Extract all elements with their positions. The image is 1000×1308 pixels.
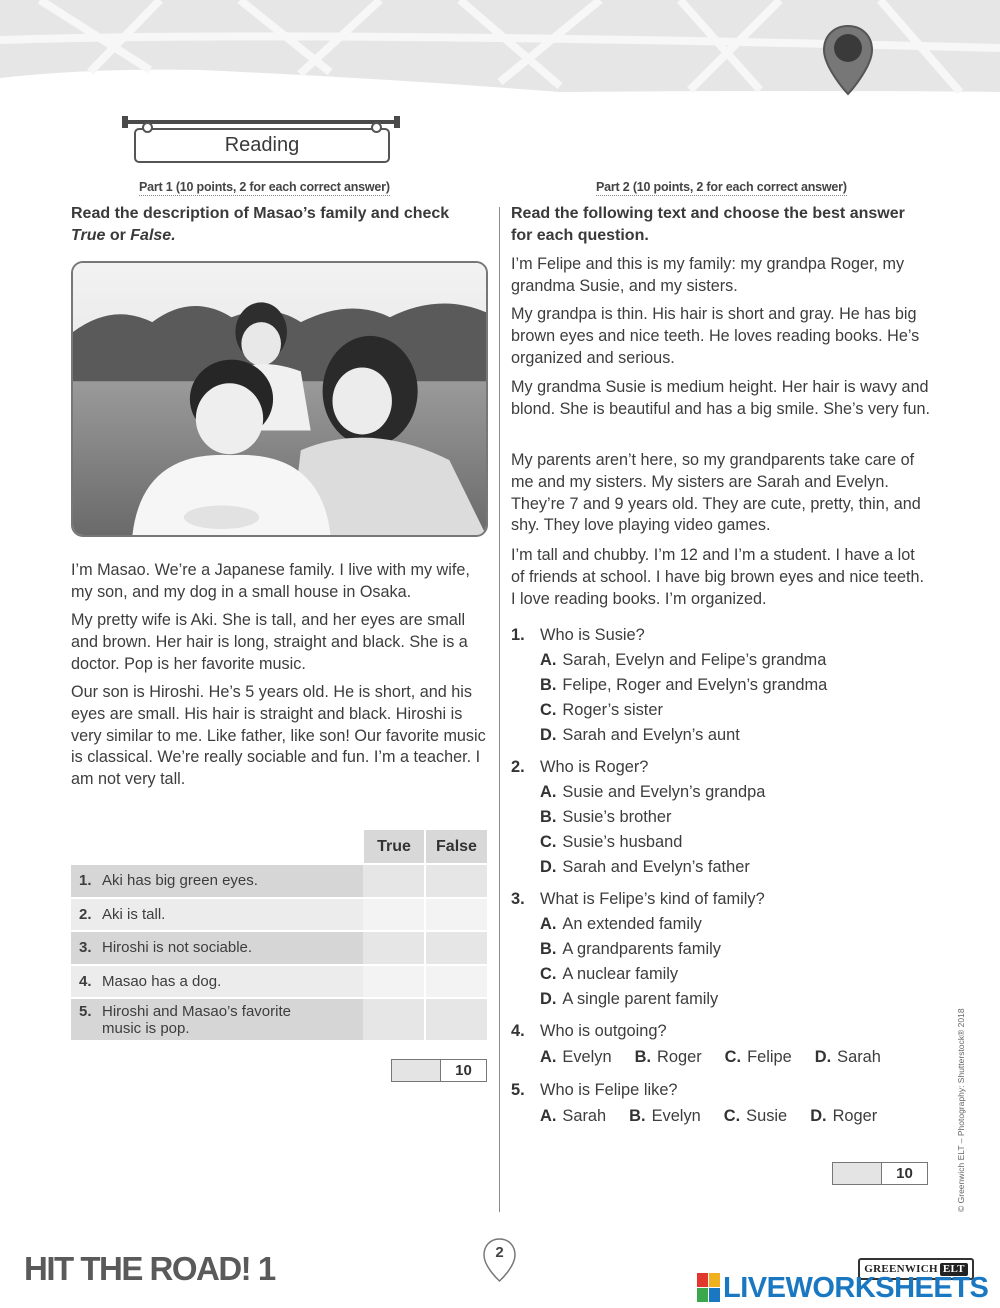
part2-paragraph-2: My grandpa is thin. His hair is short and gray. He has big brown eyes and nice teeth. He loves reading books. He’s organized and serious. [511, 305, 920, 367]
answer-option[interactable]: C. Felipe [724, 1048, 792, 1066]
page-number: 2 [495, 1244, 504, 1261]
question-text: What is Felipe’s kind of family? [540, 890, 765, 908]
column-divider [499, 207, 500, 1212]
part2-paragraph-4: My parents aren’t here, so my grandparents take care of me and my sisters. My sisters are Sarah and Evelyn. They’re 7 and 9 years old. They are cute, pretty, thin, and shy. They love playing video games. [511, 451, 921, 535]
question-text: Who is outgoing? [540, 1022, 667, 1040]
answer-option[interactable]: B. Evelyn [629, 1107, 701, 1125]
true-check-cell[interactable] [363, 864, 425, 898]
answer-option[interactable]: D. Roger [810, 1107, 878, 1125]
part2-paragraph-1: I’m Felipe and this is my family: my grandpa Roger, my grandma Susie, and my sisters. [511, 255, 905, 295]
question-1: 1. Who is Susie? A. Sarah, Evelyn and Felipe’s grandma B. Felipe, Roger and Evelyn’s grandma C. Roger’s sister D. Sarah and Evelyn’s aunt [511, 623, 931, 748]
false-check-cell[interactable] [425, 864, 487, 898]
statement-text: Hiroshi is not sociable. [102, 939, 253, 957]
answer-option[interactable]: A. Sarah, Evelyn and Felipe’s grandma [540, 651, 827, 669]
answer-option[interactable]: A. Susie and Evelyn’s grandpa [540, 783, 766, 801]
true-false-table [71, 830, 487, 1040]
table-row: 2. Aki is tall. [71, 898, 487, 932]
part1-paragraph-3: Our son is Hiroshi. He’s 5 years old. He is short, and his eyes are small. His hair is straight and black. Hiroshi is very similar to me. Like father, like son! Our favorite music is classical. We’re really sociable and fun. I’m a teacher. I am not very tall. [71, 683, 486, 789]
question-4: 4. Who is outgoing? A. Evelyn B. Roger C. Felipe D. Sarah [511, 1019, 931, 1071]
reading-title: Reading [134, 128, 390, 163]
part1-score-box[interactable] [391, 1059, 487, 1082]
answer-option[interactable]: C. Susie’s husband [540, 833, 683, 851]
question-text: Who is Roger? [540, 758, 649, 776]
answer-option[interactable]: B. Susie’s brother [540, 808, 672, 826]
false-word: False. [130, 227, 176, 244]
statement-text: Hiroshi and Masao’s favorite music is pop. [102, 1002, 291, 1037]
answer-option[interactable]: D. A single parent family [540, 990, 719, 1008]
table-row: 4. Masao has a dog. [71, 965, 487, 999]
false-check-cell[interactable] [425, 898, 487, 932]
book-title: HIT THE ROAD! 1 [24, 1250, 275, 1287]
true-check-cell[interactable] [363, 998, 425, 1040]
answer-option[interactable]: D. Sarah and Evelyn’s father [540, 858, 750, 876]
answer-option[interactable]: A. An extended family [540, 915, 702, 933]
part1-paragraph-2: My pretty wife is Aki. She is tall, and her eyes are small and brown. Her hair is long, straight and black. She is a doctor. Pop is her favorite music. [71, 611, 468, 673]
family-photo [71, 261, 488, 537]
question-list [511, 623, 931, 1137]
part2-score-total: 10 [881, 1163, 927, 1184]
liveworksheets-wordmark: LIVEWORKSHEETS [723, 1271, 989, 1304]
location-pin-icon [822, 24, 874, 96]
answer-option[interactable]: C. A nuclear family [540, 965, 679, 983]
part1-score-total: 10 [440, 1060, 486, 1081]
answer-option[interactable]: D. Sarah and Evelyn’s aunt [540, 726, 740, 744]
answer-option[interactable]: B. Roger [634, 1048, 702, 1066]
column-false-header: False [425, 830, 487, 864]
part2-score-box[interactable] [832, 1162, 928, 1185]
question-2: 2. Who is Roger? A. Susie and Evelyn’s grandpa B. Susie’s brother C. Susie’s husband D. Sarah and Evelyn’s father [511, 755, 931, 880]
question-text: Who is Felipe like? [540, 1081, 678, 1099]
table-row: 5. Hiroshi and Masao’s favorite music is pop. [71, 998, 487, 1040]
answer-option[interactable]: A. Evelyn [540, 1048, 612, 1066]
statement-text: Aki is tall. [102, 905, 166, 923]
liveworksheets-logo-icon [697, 1273, 721, 1303]
reading-section-banner [122, 114, 400, 166]
table-row: 3. Hiroshi is not sociable. [71, 931, 487, 965]
part1-paragraph-1: I’m Masao. We’re a Japanese family. I live with my wife, my son, and my dog in a small house in Osaka. [71, 561, 470, 601]
part2-instruction: Read the following text and choose the best answer for each question. [511, 205, 905, 244]
question-5: 5. Who is Felipe like? A. Sarah B. Evelyn C. Susie D. Roger [511, 1078, 931, 1130]
part1-heading: Part 1 (10 points, 2 for each correct answer) [139, 180, 390, 194]
true-check-cell[interactable] [363, 965, 425, 999]
statement-text: Aki has big green eyes. [102, 872, 258, 890]
photo-credit: © Greenwich ELT – Photography: Shutterstock® 2018 [956, 1008, 966, 1212]
true-word: True [71, 227, 106, 244]
true-check-cell[interactable] [363, 931, 425, 965]
statement-text: Masao has a dog. [102, 972, 222, 990]
false-check-cell[interactable] [425, 931, 487, 965]
liveworksheets-watermark [697, 1270, 988, 1306]
part1-instruction [71, 203, 491, 247]
false-check-cell[interactable] [425, 998, 487, 1040]
answer-option[interactable]: C. Susie [723, 1107, 788, 1125]
answer-option[interactable]: B. A grandparents family [540, 940, 721, 958]
part1-instruction-text: Read the description of Masao’s family and check [71, 205, 450, 222]
true-check-cell[interactable] [363, 898, 425, 932]
answer-option[interactable]: A. Sarah [540, 1107, 607, 1125]
part2-paragraph-5: I’m tall and chubby. I’m 12 and I’m a student. I have a lot of friends at school. I have big brown eyes and nice teeth. I love reading books. I’m organized. [511, 546, 925, 608]
part2-paragraph-3: My grandma Susie is medium height. Her hair is wavy and blond. She is beautiful and has a big smile. She’s very fun. [511, 378, 931, 418]
column-true-header: True [363, 830, 425, 864]
table-row: 1. Aki has big green eyes. [71, 864, 487, 898]
question-3: 3. What is Felipe’s kind of family? A. An extended family B. A grandparents family C. A nuclear family D. A single parent family [511, 887, 931, 1012]
publisher-logo: GREENWICH ELT [858, 1258, 974, 1280]
answer-option[interactable]: C. Roger’s sister [540, 701, 663, 719]
false-check-cell[interactable] [425, 965, 487, 999]
answer-option[interactable]: B. Felipe, Roger and Evelyn’s grandma [540, 676, 828, 694]
answer-option[interactable]: D. Sarah [814, 1048, 881, 1066]
part2-heading: Part 2 (10 points, 2 for each correct answer) [596, 180, 847, 194]
question-text: Who is Susie? [540, 626, 645, 644]
or-word: or [105, 227, 131, 244]
